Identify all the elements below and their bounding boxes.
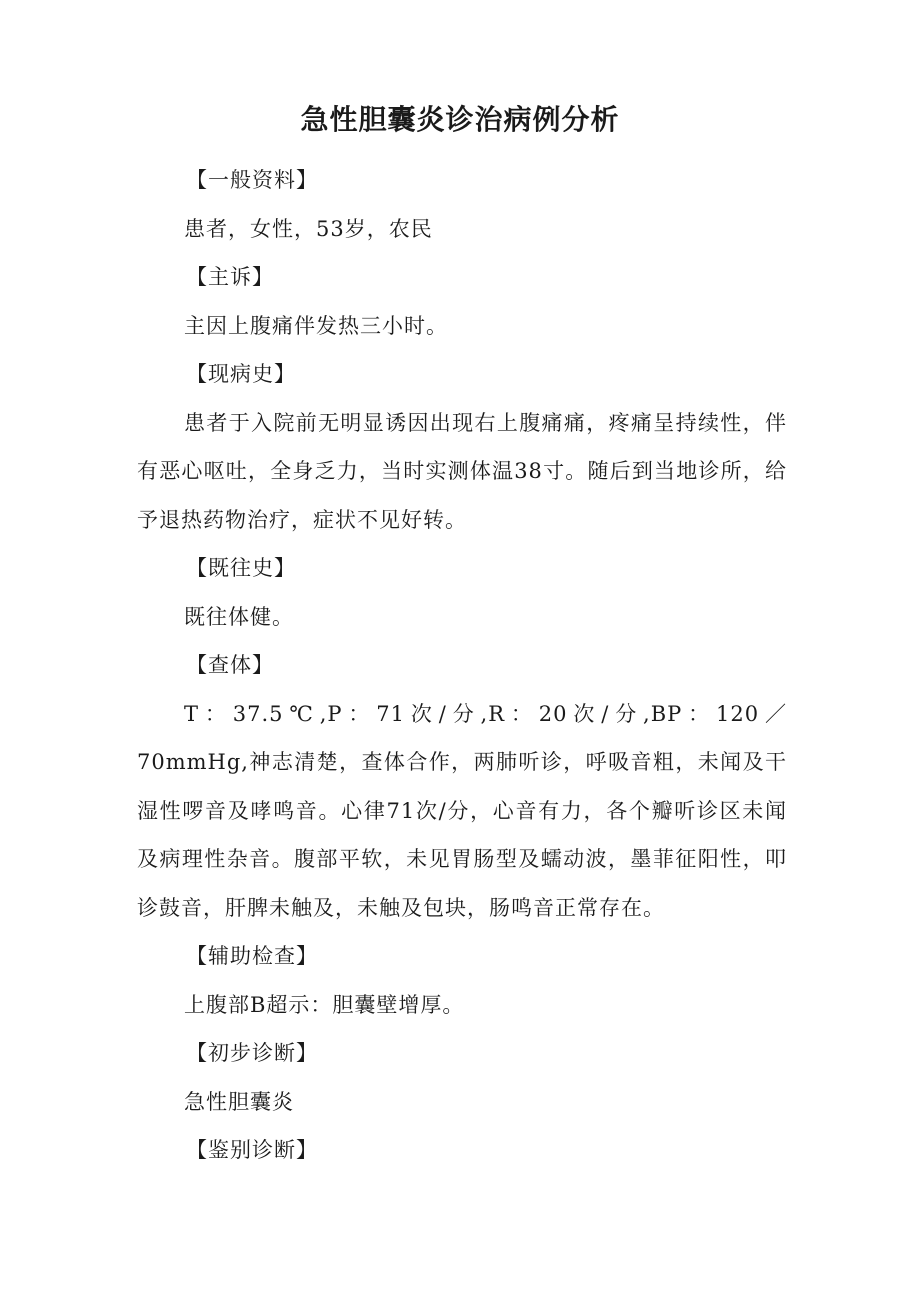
section-text-present-illness: 患者于入院前无明显诱因出现右上腹痛痛，疼痛呈持续性，伴有恶心呕吐，全身乏力，当时实测体温38寸。随后到当地诊所，给予退热药物治疗，症状不见好转。 xyxy=(137,410,787,532)
section-heading-general-info: 【一般资料】 xyxy=(186,168,318,192)
section-text-chief-complaint: 主因上腹痛伴发热三小时。 xyxy=(184,313,448,338)
section-heading-past-history: 【既往史】 xyxy=(186,556,296,580)
document-title: 急性胆囊炎诊治病例分析 xyxy=(300,103,620,136)
section-heading-auxiliary-exam: 【辅助检查】 xyxy=(186,944,318,968)
section-text-preliminary-diagnosis: 急性胆囊炎 xyxy=(184,1089,294,1114)
section-heading-physical-exam: 【查体】 xyxy=(186,653,274,677)
section-text-physical-exam: T：37.5℃,P：71次/分,R：20次/分,BP：120／70mmHg,神志清楚，查体合作，两肺听诊，呼吸音粗，未闻及干湿性啰音及哮鸣音。心律71次/分，心音有力，各个瓣听诊区未闻及病理性杂音。腹部平软，未见胃肠型及蠕动波，墨菲征阳性，叩诊鼓音，肝脾未触及，未触及包块，肠鸣音正常存在。 xyxy=(137,701,787,920)
section-text-general-info: 患者，女性，53岁，农民 xyxy=(184,216,433,241)
section-heading-differential-diagnosis: 【鉴别诊断】 xyxy=(186,1138,318,1162)
section-heading-present-illness: 【现病史】 xyxy=(186,362,296,386)
document-body xyxy=(137,156,787,1175)
section-text-auxiliary-exam: 上腹部B超示：胆囊壁增厚。 xyxy=(184,992,465,1017)
section-text-past-history: 既往体健。 xyxy=(184,604,294,629)
section-heading-chief-complaint: 【主诉】 xyxy=(186,265,274,289)
section-heading-preliminary-diagnosis: 【初步诊断】 xyxy=(186,1041,318,1065)
